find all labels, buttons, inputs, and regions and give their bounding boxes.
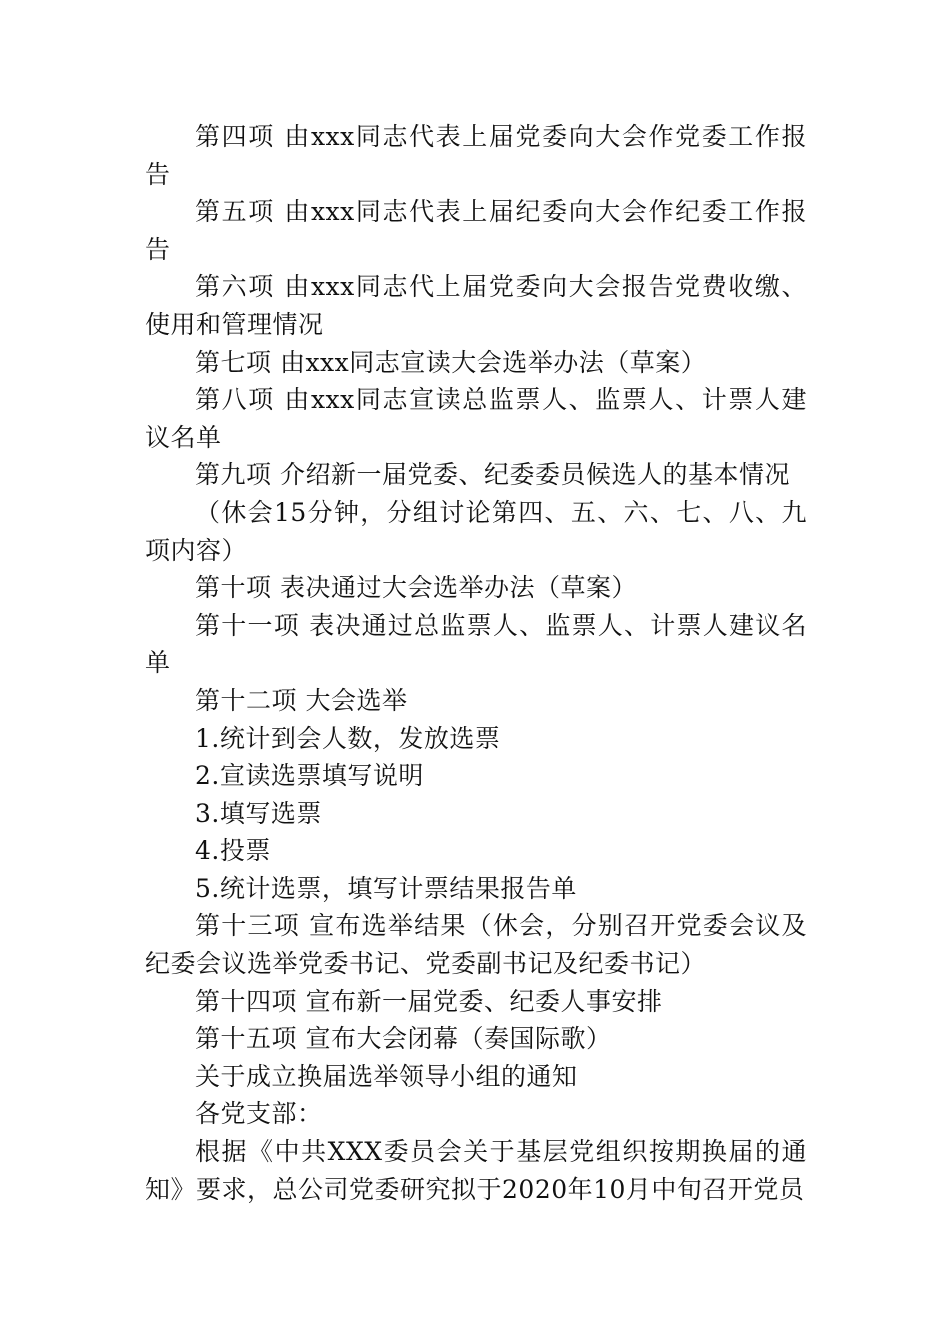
item-13-paragraph: 第十三项 宣布选举结果（休会，分别召开党委会议及纪委会议选举党委书记、党委副书记及纪委书记） <box>145 911 807 979</box>
election-step-2: 2.宣读选票填写说明 <box>195 761 424 791</box>
item-11-paragraph: 第十一项 表决通过总监票人、监票人、计票人建议名单 <box>145 610 807 678</box>
item-10-paragraph: 第十项 表决通过大会选举办法（草案） <box>195 573 637 603</box>
item-6-paragraph: 第六项 由xxx同志代上届党委向大会报告党费收缴、使用和管理情况 <box>145 272 807 339</box>
election-step-5: 5.统计选票，填写计票结果报告单 <box>195 873 577 903</box>
item-14-paragraph: 第十四项 宣布新一届党委、纪委人事安排 <box>195 986 663 1016</box>
election-step-4: 4.投票 <box>195 836 271 866</box>
election-step-1: 1.统计到会人数，发放选票 <box>195 723 501 753</box>
item-7-paragraph: 第七项 由xxx同志宣读大会选举办法（草案） <box>195 347 707 377</box>
item-8-paragraph: 第八项 由xxx同志宣读总监票人、监票人、计票人建议名单 <box>145 385 807 452</box>
notice-salutation: 各党支部： <box>195 1099 323 1129</box>
election-step-3: 3.填写选票 <box>195 798 322 828</box>
notice-title: 关于成立换届选举领导小组的通知 <box>195 1061 578 1091</box>
recess-note: （休会15分钟，分组讨论第四、五、六、七、八、九项内容） <box>145 497 807 565</box>
item-4-paragraph: 第四项 由xxx同志代表上届党委向大会作党委工作报告 <box>145 122 807 189</box>
item-15-paragraph: 第十五项 宣布大会闭幕（奏国际歌） <box>195 1024 612 1054</box>
notice-body-paragraph: 根据《中共XXX委员会关于基层党组织按期换届的通知》要求，总公司党委研究拟于2020年10月中旬召开党员 <box>145 1137 807 1204</box>
item-9-paragraph: 第九项 介绍新一届党委、纪委委员候选人的基本情况 <box>195 460 790 490</box>
document-body <box>145 118 807 1208</box>
item-12-paragraph: 第十二项 大会选举 <box>195 685 408 715</box>
item-5-paragraph: 第五项 由xxx同志代表上届纪委向大会作纪委工作报告 <box>145 197 807 264</box>
